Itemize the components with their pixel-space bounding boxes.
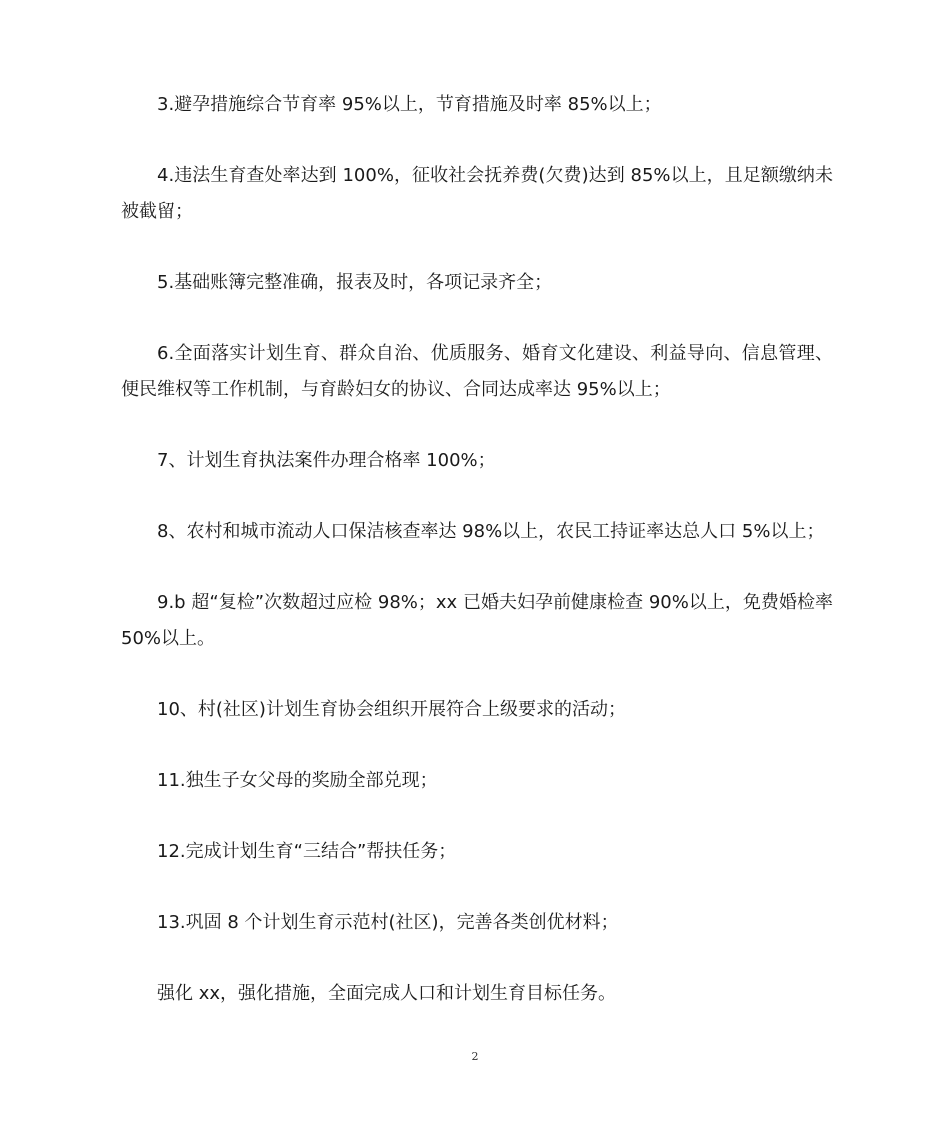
paragraph-item-9: 9.b 超“复检”次数超过应检 98%；xx 已婚夫妇孕前健康检查 90%以上，免费婚检率 50%以上。 <box>121 592 833 649</box>
closing-paragraph: 强化 xx，强化措施，全面完成人口和计划生育目标任务。 <box>157 983 617 1004</box>
document-body <box>121 87 833 1012</box>
paragraph-item-7: 7、计划生育执法案件办理合格率 100%； <box>157 450 496 471</box>
paragraph-item-3: 3.避孕措施综合节育率 95%以上，节育措施及时率 85%以上； <box>157 94 662 115</box>
paragraph-item-6: 6.全面落实计划生育、群众自治、优质服务、婚育文化建设、利益导向、信息管理、便民维权等工作机制，与育龄妇女的协议、合同达成率达 95%以上； <box>121 343 833 400</box>
paragraph-item-10: 10、村(社区)计划生育协会组织开展符合上级要求的活动； <box>157 699 626 720</box>
paragraph-item-5: 5.基础账簿完整准确，报表及时，各项记录齐全； <box>157 272 553 293</box>
paragraph-item-4: 4.违法生育查处率达到 100%，征收社会抚养费(欠费)达到 85%以上，且足额缴纳未被截留； <box>121 165 833 222</box>
paragraph-item-11: 11.独生子女父母的奖励全部兑现； <box>157 770 438 791</box>
paragraph-item-13: 13.巩固 8 个计划生育示范村(社区)，完善各类创优材料； <box>157 912 619 933</box>
paragraph-item-12: 12.完成计划生育“三结合”帮扶任务； <box>157 841 457 862</box>
paragraph-item-8: 8、农村和城市流动人口保洁核查率达 98%以上，农民工持证率达总人口 5%以上； <box>157 521 825 542</box>
page-number: 2 <box>471 1050 479 1063</box>
